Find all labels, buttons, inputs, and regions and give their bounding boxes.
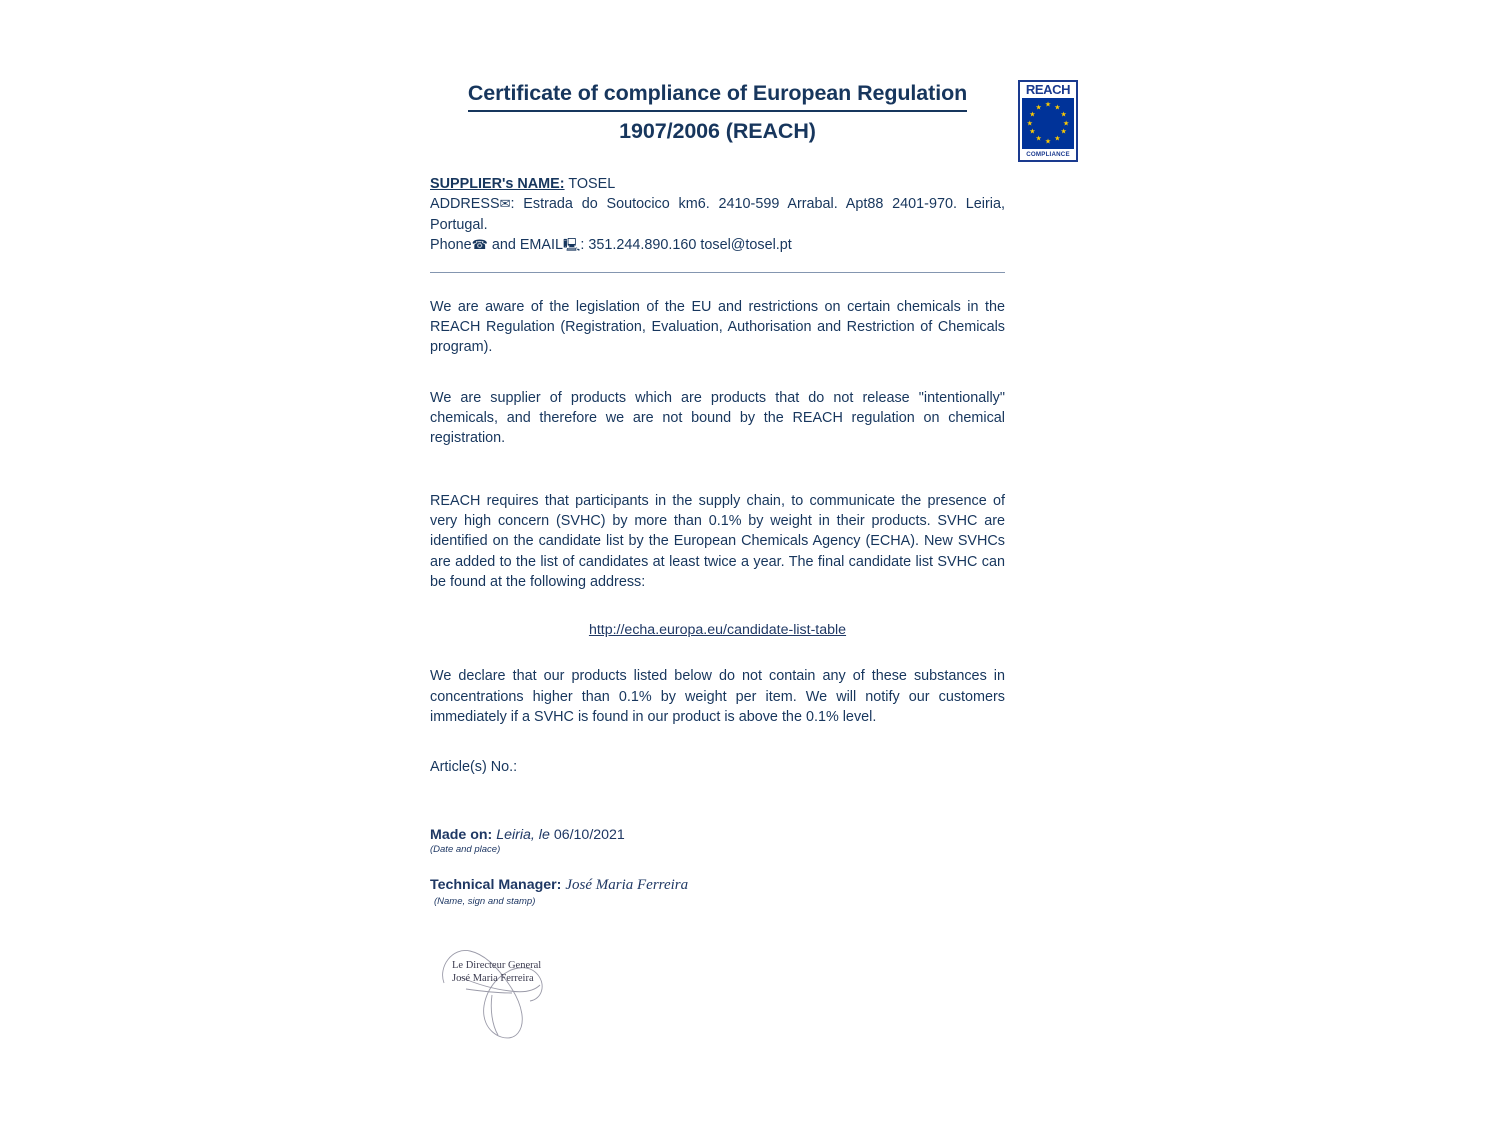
email-label: and EMAIL: [487, 237, 564, 254]
address-label: ADDRESS: [430, 196, 500, 213]
technical-manager-label: Technical Manager:: [430, 877, 562, 894]
technical-manager-note: (Name, sign and stamp): [434, 896, 536, 908]
candidate-list-link-row: [430, 622, 1005, 638]
supplier-block: [430, 174, 1005, 256]
signature-image: [430, 937, 630, 1047]
supplier-name-label: SUPPLIER's NAME:: [430, 176, 565, 193]
telephone-icon: ☎: [471, 238, 488, 254]
paragraph-supplier-statement: We are supplier of products which are products that do not release "intentionally" chemicals, and therefore we are not bound by the REACH regulation on chemical registration.: [430, 389, 1005, 447]
title-block: [430, 78, 1005, 146]
paragraph-reach-requirements: REACH requires that participants in the supply chain, to communicate the presence of very high concern (SVHC) by more than 0.1% by weight in their products. SVHC are identified on the candidate list by the European Chemicals Agency (ECHA). New SVHCs are added to the list of candidates at least twice a year. The final candidate list SVHC can be found at the following address:: [430, 492, 1005, 590]
made-on-note: (Date and place): [430, 844, 501, 856]
document-body: [430, 78, 1005, 1047]
supplier-name-value: TOSEL: [568, 176, 616, 193]
supplier-contact-line: [430, 235, 1005, 255]
contact-value: : 351.244.890.160 tosel@tosel.pt: [580, 237, 792, 254]
page-title: [430, 78, 1005, 146]
signature-text: [452, 959, 541, 985]
address-value: : Estrada do Soutocico km6. 2410-599 Arrabal. Apt88 2401-970. Leiria, Portugal.: [430, 196, 1005, 233]
paragraph-declaration: We declare that our products listed below do not contain any of these substances in concentrations higher than 0.1% by weight per item. We will notify our customers immediately if a SVHC is found in our product is above the 0.1% level.: [430, 668, 1005, 725]
signature-block: [430, 827, 1005, 1047]
signature-title: Le Directeur General: [452, 960, 542, 972]
made-on-line: [430, 827, 1005, 843]
handwritten-signature-icon: [430, 937, 630, 1047]
reach-logo-compliance-word: COMPLIANCE: [1026, 151, 1070, 158]
signature-name: José Maria Ferreira: [452, 973, 534, 985]
technical-manager-name: José Maria Ferreira: [565, 877, 689, 894]
reach-logo-word: REACH: [1025, 82, 1071, 97]
supplier-address-line: [430, 194, 1005, 235]
candidate-list-link[interactable]: http://echa.europa.eu/candidate-list-table: [588, 622, 847, 639]
supplier-name-line: [430, 174, 1005, 194]
eu-flag-icon: ★ ★ ★ ★ ★ ★ ★ ★ ★ ★ ★ ★: [1022, 98, 1074, 149]
computer-icon: 🖳: [563, 238, 581, 254]
made-on-place: Leiria, le: [496, 827, 550, 844]
articles-label: Article(s) No.:: [430, 759, 518, 776]
title-line-1: Certificate of compliance of European Regulation: [468, 78, 967, 112]
reach-compliance-logo: [1018, 80, 1078, 162]
phone-label: Phone: [430, 237, 472, 254]
title-line-2: 1907/2006 (REACH): [619, 118, 816, 143]
paragraph-awareness: We are aware of the legislation of the EU and restrictions on certain chemicals in the REACH Regulation (Registration, Evaluation, Authorisation and Restriction of Chemicals program).: [430, 298, 1005, 356]
made-on-label: Made on:: [430, 827, 493, 844]
technical-manager-line: [430, 877, 1005, 894]
made-on-date: 06/10/2021: [553, 827, 625, 844]
envelope-icon: ✉: [499, 197, 511, 213]
